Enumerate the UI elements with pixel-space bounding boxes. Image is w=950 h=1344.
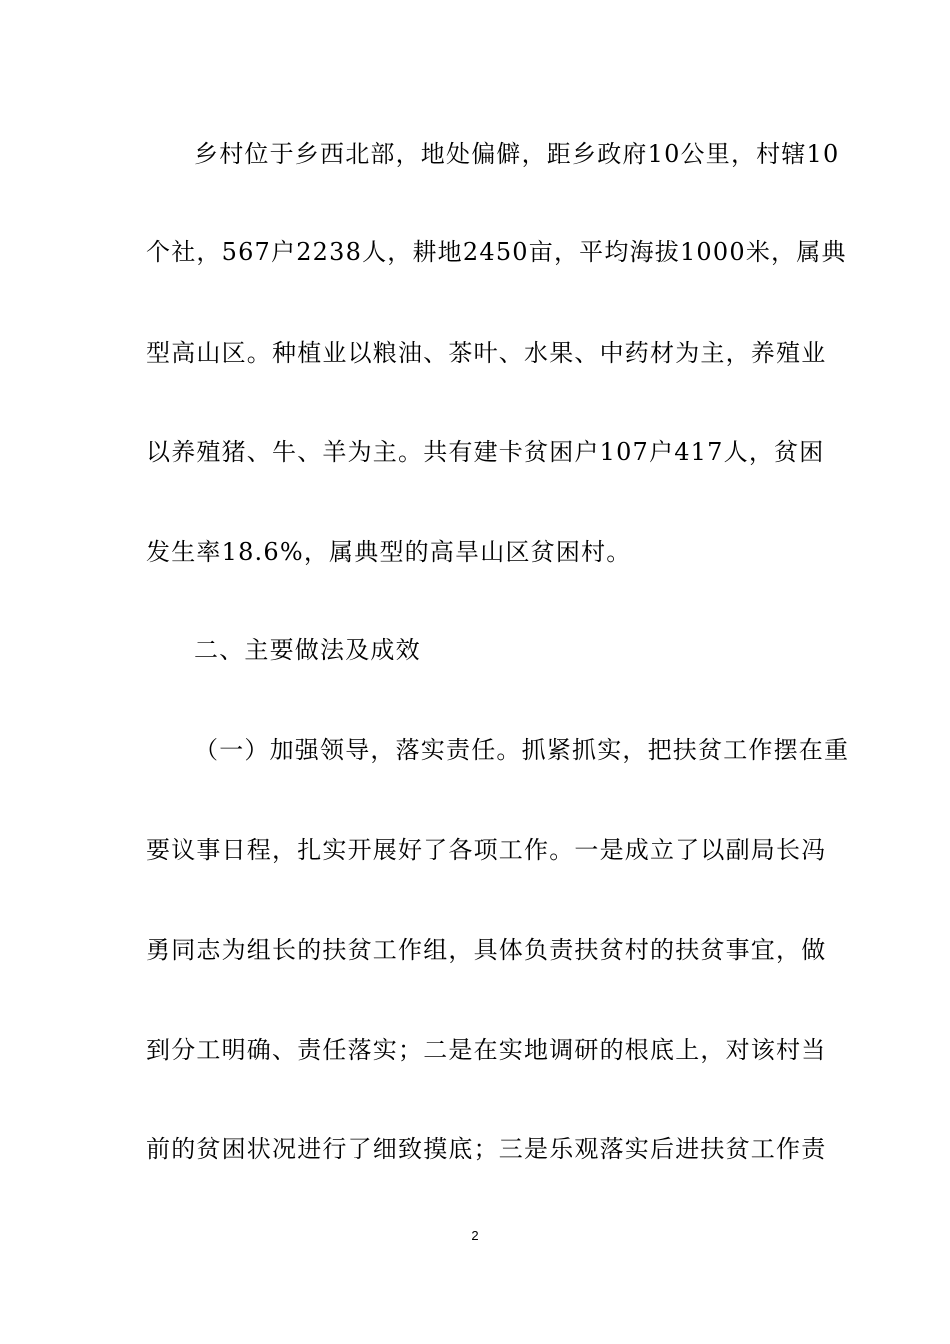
paragraph-line: （一）加强领导，落实责任。抓紧抓实，把扶贫工作摆在重 bbox=[194, 736, 850, 764]
paragraph-line: 个社，567户2238人，耕地2450亩，平均海拔1000米，属典 bbox=[146, 238, 847, 266]
paragraph-line: 勇同志为组长的扶贫工作组，具体负责扶贫村的扶贫事宜，做 bbox=[146, 936, 827, 964]
section-heading: 二、主要做法及成效 bbox=[194, 636, 421, 664]
paragraph-line: 发生率18.6%，属典型的高旱山区贫困村。 bbox=[146, 538, 632, 566]
paragraph-line: 要议事日程，扎实开展好了各项工作。一是成立了以副局长冯 bbox=[146, 836, 827, 864]
paragraph-line: 到分工明确、责任落实；二是在实地调研的根底上，对该村当 bbox=[146, 1036, 827, 1064]
paragraph-line: 前的贫困状况进行了细致摸底；三是乐观落实后进扶贫工作责 bbox=[146, 1135, 827, 1163]
paragraph-line: 以养殖猪、牛、羊为主。共有建卡贫困户107户417人，贫困 bbox=[146, 438, 825, 466]
paragraph-line: 乡村位于乡西北部，地处偏僻，距乡政府10公里，村辖10 bbox=[194, 140, 840, 168]
page-number: 2 bbox=[471, 1228, 479, 1243]
paragraph-line: 型高山区。种植业以粮油、茶叶、水果、中药材为主，养殖业 bbox=[146, 339, 827, 367]
